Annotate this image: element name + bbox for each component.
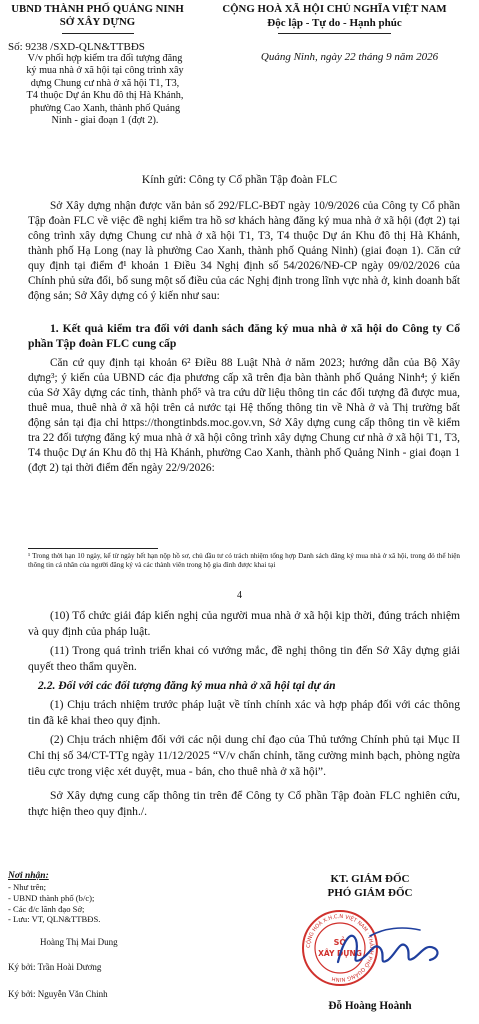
stamp-center-bottom: XÂY DỰNG [318, 949, 362, 958]
intro-block [28, 199, 460, 304]
item22-1: (1) Chịu trách nhiệm trước pháp luật về tính chính xác và hợp pháp đối với các thông tin đã kê khai theo quy định. [28, 698, 460, 727]
item22-2: (2) Chịu trách nhiệm đối với các nội dung chỉ đạo của Thủ tướng Chính phủ tại Mục II Chỉ thị số 34/CT-TTg ngày 11/12/2025 “V/v chấn chỉnh, tăng cường minh bạch, phòng ngừa tiêu cực trong việc xét duyệt, mua - bán, cho thuê nhà ở xã hội”. [28, 733, 460, 778]
closing-paragraph: Sở Xây dựng cung cấp thông tin trên để Công ty Cổ phần Tập đoàn FLC nghiên cứu, thực hiện theo quy định./. [28, 789, 460, 818]
page-number: 4 [237, 590, 242, 601]
recipient-item: - Các đ/c lãnh đạo Sở; [8, 903, 85, 914]
header-right [190, 3, 479, 30]
nation-title: CỘNG HOÀ XÃ HỘI CHỦ NGHĨA VIỆT NAM [222, 3, 447, 15]
recipients [8, 870, 208, 925]
items-block [28, 608, 460, 820]
signed-by-2: Ký bởi: Nguyễn Văn Chinh [8, 989, 108, 999]
subject-line: V/v phối hợp kiểm tra đối tượng đăng [27, 53, 183, 64]
section22-title: 2.2. Đối với các đối tượng đăng ký mua nhà ở xã hội tại dự án [38, 679, 336, 692]
doc-number: Số: 9238 /SXD-QLN&TTBĐS [8, 41, 145, 53]
subject-line: ký mua nhà ở xã hội tại công trình xây [26, 65, 184, 77]
signer-position: PHÓ GIÁM ĐỐC [327, 887, 413, 899]
signer-name: Đỗ Hoàng Hoành [328, 1000, 412, 1012]
signer-block [270, 872, 470, 900]
subject-line: Ninh - giai đoạn 1 (đợt 2). [51, 115, 159, 127]
recipients-title: Nơi nhận: [8, 871, 49, 881]
footnote-block [28, 552, 460, 570]
section1-para-block [28, 356, 460, 476]
recipient-item: - Lưu: VT, QLN&TTBĐS. [8, 914, 101, 925]
signer-on-behalf: KT. GIÁM ĐỐC [330, 873, 410, 885]
section1-title: 1. Kết quả kiểm tra đối với danh sách đăng ký mua nhà ở xã hội do Công ty Cổ phần Tập đoàn FLC cung cấp [28, 322, 460, 350]
subject-line: T4 thuộc Dự án Khu đô thị Hà Khánh, [26, 90, 184, 102]
header-left [0, 3, 195, 29]
motto-underline [278, 33, 391, 34]
item-11: (11) Trong quá trình triển khai có vướng mắc, đề nghị thông tin đến Sở Xây dựng giải quyết theo thẩm quyền. [28, 644, 460, 673]
stamp-ring-text: CỘNG HOÀ X.H.C.N VIỆT NAM · THÀNH PHỐ QUẢNG NINH [305, 913, 375, 983]
place-date: Quảng Ninh, ngày 22 tháng 9 năm 2026 [260, 51, 439, 63]
motto: Độc lập - Tự do - Hạnh phúc [267, 17, 402, 29]
section1-block [28, 321, 460, 351]
footnote: ¹ Trong thời hạn 10 ngày, kể từ ngày hết hạn nộp hồ sơ, chủ đầu tư có trách nhiệm tổng hợp Danh sách đăng ký mua nhà ở xã hội, trong đó thể hiện thông tin cá nhân của người đăng ký và các thành viên trong hộ gia đình được khai tại [28, 552, 460, 569]
section1-paragraph: Căn cứ quy định tại khoản 6² Điều 88 Luật Nhà ở năm 2023; hướng dẫn của Bộ Xây dựng³; ý kiến của UBND các địa phương cấp xã trên địa bàn thành phố Quảng Ninh⁴; ý kiến của Sở Xây dựng các tỉnh, thành phố⁵ và tra cứu dữ liệu thông tin các đối tượng đã được mua, thuê mua, thuê nhà ở xã hội trên cả nước tại Hệ thống thông tin về Nhà ở và Thị trường bất động sản tại địa chỉ https://thongtinbds.moc.gov.vn, Sở Xây dựng cung cấp thông tin về kiểm tra 22 đối tượng đăng ký mua nhà ở xã hội công trình xây dựng Chung cư nhà ở xã hội T1, T3, T4 thuộc Dự án Khu đô thị Hà Khánh, phường Cao Xanh, thành phố Quảng Ninh - giai đoạn 1 (đợt 2) tại thời điểm đến ngày 22/9/2026: [28, 357, 460, 474]
item-10: (10) Tổ chức giải đáp kiến nghị của người mua nhà ở xã hội kịp thời, đúng trách nhiệm và quy định của pháp luật. [28, 609, 460, 638]
intro-paragraph: Sở Xây dựng nhận được văn bản số 292/FLC-BĐT ngày 10/9/2026 của Công ty Cổ phần Tập đoàn FLC về việc đề nghị kiểm tra hồ sơ khách hàng đăng ký mua nhà ở xã hội (đợt 2) tại công trình xây dựng Chung cư nhà ở xã hội T1, T3, T4 thuộc Dự án Khu đô thị Hà Khánh, thành phố Hạ Long (nay là phường Cao Xanh, thành phố Quảng Ninh) (giai đoạn 1). Căn cứ quy định tại điểm đ¹ khoản 1 Điều 34 Nghị định số 54/2026/NĐ-CP ngày 09/02/2026 của Chính phủ sửa đổi, bổ sung một số điều của các Nghị định trong lĩnh vực nhà ở, kinh doanh bất động sản; Sở Xây dựng có ý kiến như sau: [28, 200, 460, 302]
salutation: Kính gửi: Công ty Cổ phần Tập đoàn FLC [141, 174, 338, 186]
org-underline [62, 33, 134, 34]
subject-line: phường Cao Xanh, thành phố Quảng [29, 102, 181, 114]
subject [5, 53, 205, 127]
org-parent: UBND THÀNH PHỐ QUẢNG NINH [11, 3, 184, 15]
recipient-item: - Như trên; [8, 882, 47, 892]
org-name: SỞ XÂY DỰNG [59, 16, 136, 28]
drafter-name: Hoàng Thị Mai Dung [40, 937, 118, 947]
handwritten-signature [330, 920, 450, 980]
footnote-separator [28, 548, 158, 549]
recipient-item: - UBND thành phố (b/c); [8, 892, 95, 903]
stamp-center-top: SỞ [333, 938, 347, 947]
subject-line: dựng Chung cư nhà ở xã hội T1, T3, [30, 77, 180, 89]
signed-by-1: Ký bởi: Trần Hoài Dương [8, 962, 102, 972]
